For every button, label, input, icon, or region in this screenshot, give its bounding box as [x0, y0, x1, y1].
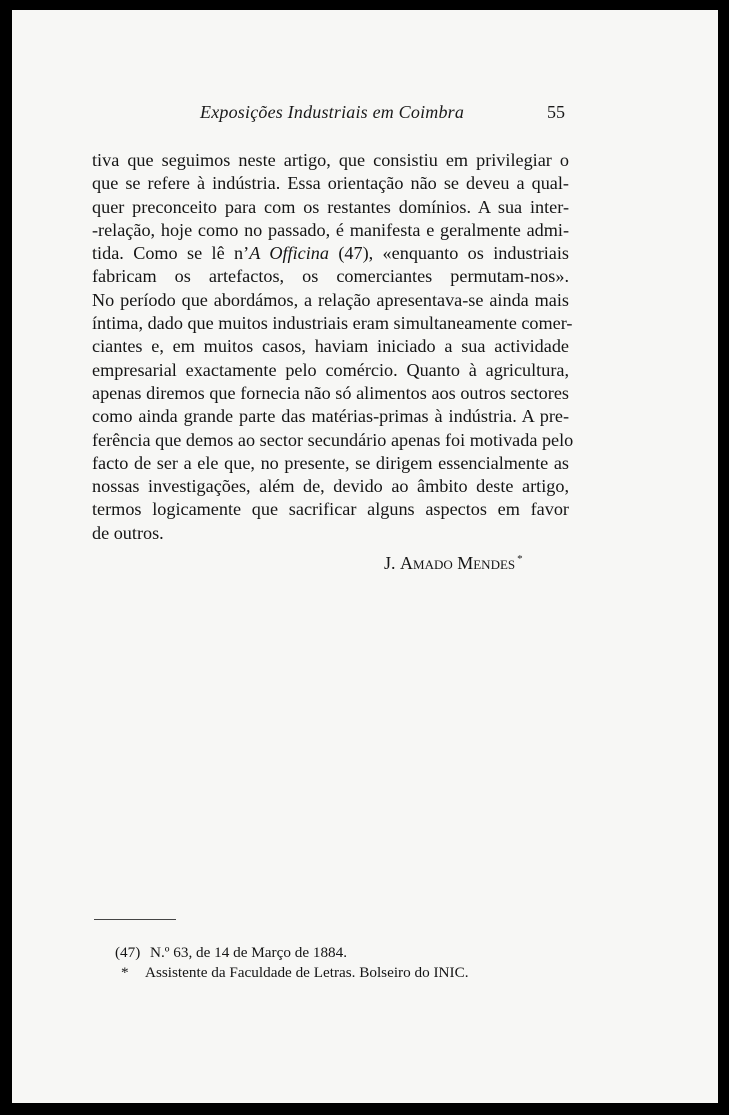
- periodical-title: A Officina: [249, 243, 329, 264]
- text-line: termos logicamente que sacrificar alguns aspectos em favor: [92, 499, 569, 520]
- footnote-text: Assistente da Faculdade de Letras. Bolseiro do INIC.: [145, 964, 469, 981]
- text-line: -relação, hoje como no passado, é manifesta e geralmente admi-: [92, 219, 569, 240]
- text-line-start: tida. Como se lê n’: [92, 243, 250, 264]
- text-line: apenas diremos que fornecia não só alimentos aos outros sectores: [92, 382, 569, 403]
- footnote-marker: (47): [115, 944, 141, 961]
- text-line: fabricam os artefactos, os comerciantes permutam-nos».: [92, 266, 569, 287]
- page-number: 55: [547, 102, 565, 122]
- footnote-author: [115, 963, 469, 983]
- footnote-text: N.º 63, de 14 de Março de 1884.: [150, 944, 348, 961]
- page-header: [12, 102, 718, 126]
- text-line-final: de outros.: [92, 522, 164, 543]
- footnotes: [115, 943, 469, 983]
- text-line: tiva que seguimos neste artigo, que consistiu em privilegiar o: [92, 150, 569, 170]
- text-line-citation: [92, 242, 569, 265]
- footnote-47: [115, 943, 469, 963]
- text-line: quer preconceito para com os restantes domínios. A sua inter-: [92, 196, 569, 217]
- text-line: ferência que demos ao sector secundário apenas foi motivada pelo: [92, 429, 574, 450]
- author-initial: J.: [384, 553, 396, 573]
- footnote-divider: [94, 919, 176, 920]
- text-line: No período que abordámos, a relação apresentava-se ainda mais: [92, 289, 569, 310]
- text-line: nossas investigações, além de, devido ao âmbito deste artigo,: [92, 476, 569, 497]
- author-name: Amado Mendes: [400, 553, 516, 573]
- footnote-marker: *: [121, 964, 129, 981]
- text-line: ciantes e, em muitos casos, haviam iniciado a sua actividade: [92, 336, 569, 357]
- author-signature: [384, 553, 523, 574]
- text-line: empresarial exactamente pelo comércio. Quanto à agricultura,: [92, 359, 569, 380]
- running-title: Exposições Industriais em Coimbra: [200, 102, 465, 122]
- text-line-end: (47), «enquanto os industriais: [328, 243, 570, 264]
- document-page: [12, 10, 718, 1103]
- text-line: facto de ser a ele que, no presente, se dirigem essencialmente as: [92, 452, 569, 473]
- author-footnote-mark: *: [517, 553, 523, 565]
- text-line: íntima, dado que muitos industriais eram simultaneamente comer-: [92, 313, 573, 334]
- text-line: como ainda grande parte das matérias-primas à indústria. A pre-: [92, 406, 569, 427]
- text-line: que se refere à indústria. Essa orientação não se deveu a qual-: [92, 173, 569, 194]
- body-paragraph: [92, 149, 574, 545]
